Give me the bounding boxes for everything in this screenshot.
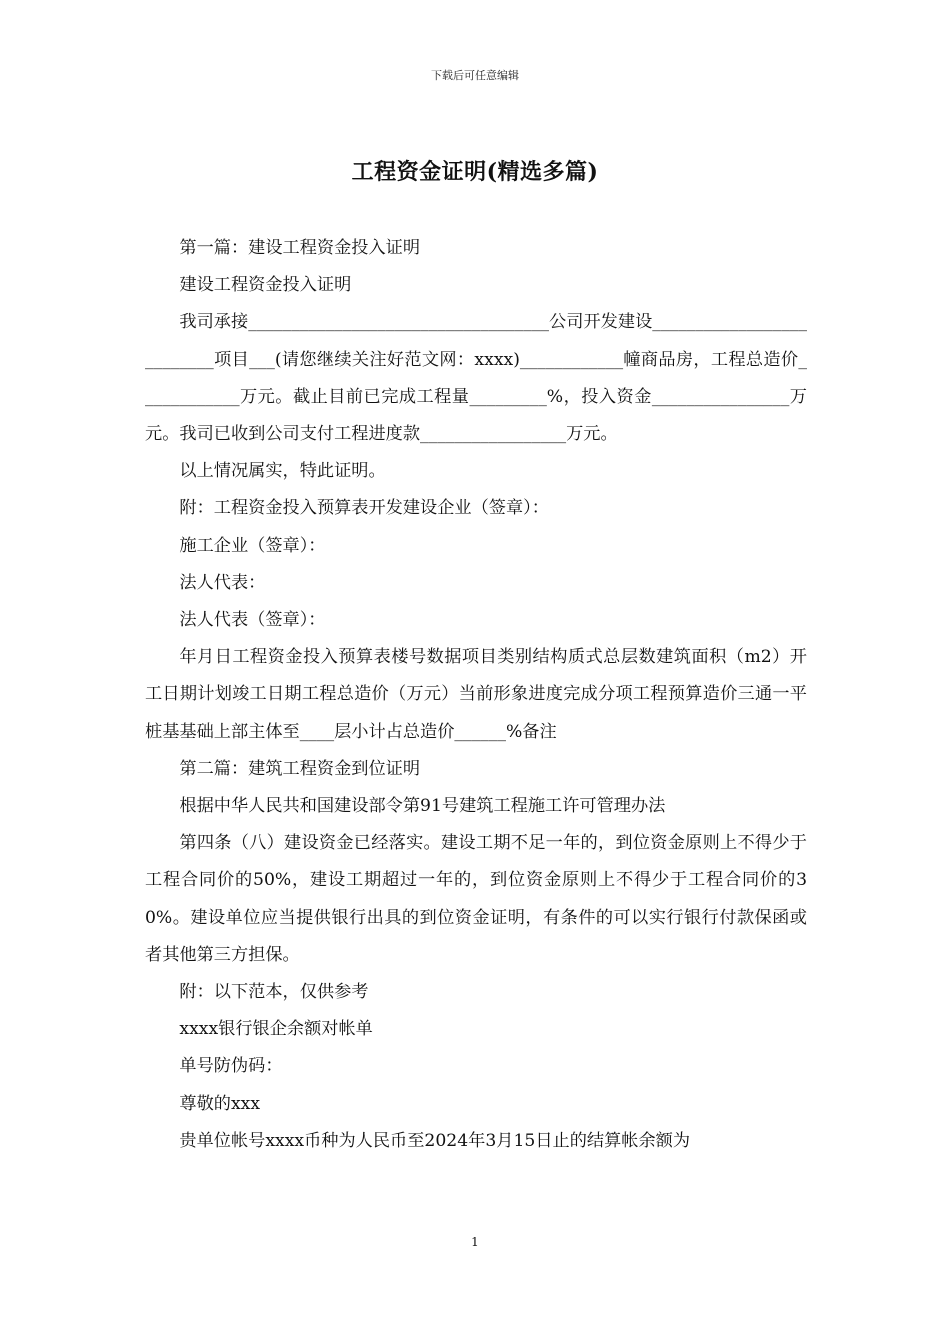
body-paragraph: 我司承接___________________________________公司开发建设__________________________项目___(请您继续关注好范文网：xxxx)____________幢商品房，工程总造价____________万元。截止目前已完成工程量_________%，投入资金________________万元。我司已收到公司支付工程进度款_________________万元。 xyxy=(145,312,807,445)
body-paragraph: 年月日工程资金投入预算表楼号数据项目类别结构质式总层数建筑面积（m2）开工日期计划竣工日期工程总造价（万元）当前形象进度完成分项工程预算造价三通一平桩基基础上部主体至____层小计占总造价______%备注 xyxy=(145,647,807,742)
subtitle: 建设工程资金投入证明 xyxy=(179,275,352,296)
body-paragraph: xxxx银行银企余额对帐单 xyxy=(179,1019,373,1040)
body-paragraph: 附：工程资金投入预算表开发建设企业（签章）： xyxy=(179,498,549,519)
page-number: 1 xyxy=(471,1235,479,1249)
document-title: 工程资金证明(精选多篇) xyxy=(351,159,599,185)
section-heading-2: 第二篇：建筑工程资金到位证明 xyxy=(179,758,421,779)
body-paragraph: 以上情况属实，特此证明。 xyxy=(179,461,386,482)
body-paragraph: 施工企业（签章）： xyxy=(179,535,326,556)
body-paragraph: 第四条（八）建设资金已经落实。建设工期不足一年的，到位资金原则上不得少于工程合同价的50%，建设工期超过一年的，到位资金原则上不得少于工程合同价的30%。建设单位应当提供银行出具的到位资金证明，有条件的可以实行银行付款保函或者其他第三方担保。 xyxy=(145,833,807,965)
document-body xyxy=(145,230,807,1160)
body-paragraph: 根据中华人民共和国建设部令第91号建筑工程施工许可管理办法 xyxy=(179,796,666,817)
body-paragraph: 附：以下范本，仅供参考 xyxy=(179,982,369,1003)
body-paragraph: 单号防伪码： xyxy=(179,1056,283,1077)
body-paragraph: 法人代表： xyxy=(179,572,266,593)
body-paragraph: 尊敬的xxx xyxy=(179,1093,261,1114)
body-paragraph: 贵单位帐号xxxx币种为人民币至2024年3月15日止的结算帐余额为 xyxy=(179,1130,691,1151)
header-note: 下载后可任意编辑 xyxy=(431,69,519,82)
body-paragraph: 法人代表（签章）： xyxy=(179,610,326,631)
section-heading-1: 第一篇：建设工程资金投入证明 xyxy=(179,238,421,258)
